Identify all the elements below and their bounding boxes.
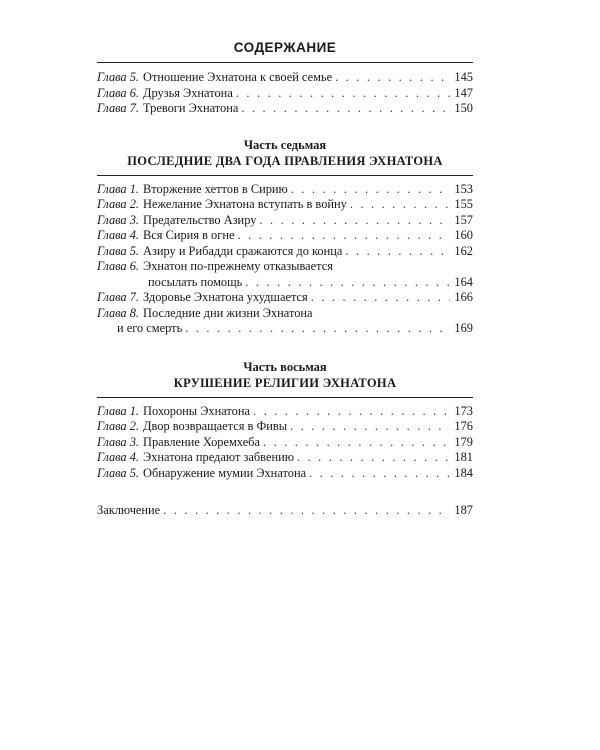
toc-entry: Глава 2. Нежелание Эхнатона вступать в войну . . . 155 — [97, 197, 473, 213]
section-rule — [97, 397, 473, 398]
toc-entry: Глава 8. Последние дни жизни Эхнатона — [97, 305, 313, 320]
toc-entry-continuation: и его смерть . . . 169 — [97, 321, 473, 337]
toc-page — [97, 40, 473, 519]
toc-entry-continuation: посылать помощь . . . 164 — [97, 275, 473, 291]
toc-entry: Глава 1. Похороны Эхнатона . . . 173 — [97, 404, 473, 420]
part-label: Часть седьмая — [243, 137, 327, 152]
toc-entry: Глава 7. Тревоги Эхнатона . . . 150 — [97, 101, 473, 117]
part-label: Часть восьмая — [243, 359, 327, 374]
part-title: КРУШЕНИЕ РЕЛИГИИ ЭХНАТОНА — [173, 375, 397, 390]
toc-entry: Глава 4. Эхнатона предают забвению . . . 181 — [97, 450, 473, 466]
toc-entry: Глава 6. Эхнатон по-прежнему отказывается — [97, 259, 333, 273]
toc-entry: Глава 5. Отношение Эхнатона к своей семье . . . 145 — [97, 70, 473, 86]
toc-entry: Глава 4. Вся Сирия в огне . . . 160 — [97, 228, 473, 244]
part-heading-7 — [97, 137, 473, 169]
page-title: СОДЕРЖАНИЕ — [233, 40, 337, 55]
header-rule — [97, 62, 473, 63]
toc-entry: Глава 6. Друзья Эхнатона . . . 147 — [97, 86, 473, 102]
part-heading-8 — [97, 359, 473, 391]
part-title: ПОСЛЕДНИЕ ДВА ГОДА ПРАВЛЕНИЯ ЭХНАТОНА — [127, 153, 443, 168]
section-rule — [97, 175, 473, 176]
toc-entry: Глава 5. Обнаружение мумии Эхнатона . . . 184 — [97, 466, 473, 482]
toc-entry-conclusion: Заключение . . . 187 — [97, 503, 473, 519]
toc-entry: Глава 5. Азиру и Рибадди сражаются до конца . . . 162 — [97, 244, 473, 260]
toc-entry: Глава 2. Двор возвращается в Фивы . . . 176 — [97, 419, 473, 435]
toc-entry: Глава 7. Здоровье Эхнатона ухудшается . . . 166 — [97, 290, 473, 306]
toc-top-list — [97, 70, 473, 117]
toc-part7-list — [97, 182, 473, 337]
toc-part8-list — [97, 404, 473, 482]
toc-entry: Глава 3. Правление Хоремхеба . . . 179 — [97, 435, 473, 451]
toc-entry: Глава 1. Вторжение хеттов в Сирию . . . 153 — [97, 182, 473, 198]
toc-entry: Глава 3. Предательство Азиру . . . 157 — [97, 213, 473, 229]
